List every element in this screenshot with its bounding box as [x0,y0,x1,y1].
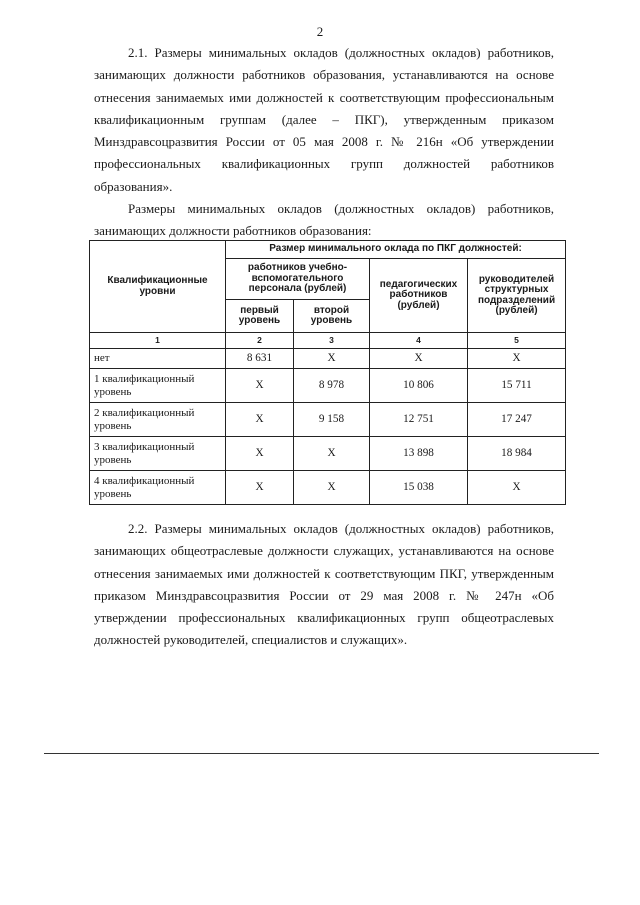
header-teachers: педагогических работников (рублей) [370,259,468,333]
table-row [90,471,566,505]
heads-value: Х [468,349,566,369]
level-cell: 3 квалификационный уровень [90,437,226,471]
header-support-staff: работников учебно-вспомогательного персонала (рублей) [226,259,370,300]
paragraph-2-2 [94,518,554,652]
second-level-value: Х [294,349,370,369]
salary-table [89,240,566,505]
column-number: 1 [90,333,226,349]
page-divider [44,753,599,754]
level-cell: 1 квалификационный уровень [90,369,226,403]
heads-value: 17 247 [468,403,566,437]
second-level-value: Х [294,471,370,505]
paragraph-2-2-text: 2.2. Размеры минимальных окладов (должностных окладов) работников, занимающих общеотраслевые должности служащих, устанавливаются на основе отнесения занимаемых ими должностей к соответствующим ПКГ, утвержденным приказом Минздравсоцразвития России от 29 мая 2008 г. № 247н «Об утверждении профессиональных квалификационных групп общеотраслевых должностей руководителей, специалистов и служащих». [94,521,554,648]
heads-value: 15 711 [468,369,566,403]
header-first-level: первый уровень [226,300,294,333]
first-level-value: 8 631 [226,349,294,369]
teachers-value: 13 898 [370,437,468,471]
first-level-value: Х [226,403,294,437]
column-number: 4 [370,333,468,349]
first-level-value: Х [226,437,294,471]
table-intro-paragraph [94,198,554,243]
table-row [90,437,566,471]
header-qualification-levels: Квалификационные уровни [90,241,226,333]
paragraph-2-1-text: 2.1. Размеры минимальных окладов (должностных окладов) работников, занимающих должности работников образования, устанавливаются на основе отнесения занимаемых ими должностей к соответствующим профессиональным квалификационным группам (далее – ПКГ), утвержденным приказом Минздравсоцразвития России от 05 мая 2008 г. № 216н «Об утверждении профессиональных квалификационных групп должностей работников образования». [94,45,554,194]
level-cell: нет [90,349,226,369]
header-min-salary-group: Размер минимального оклада по ПКГ должностей: [226,241,566,259]
level-cell: 2 квалификационный уровень [90,403,226,437]
table-intro-text: Размеры минимальных окладов (должностных окладов) работников, занимающих должности работников образования: [94,201,554,239]
column-number: 5 [468,333,566,349]
column-number: 3 [294,333,370,349]
page-number: 2 [316,24,324,39]
paragraph-2-1 [94,42,554,198]
header-heads: руководителей структурных подразделений (рублей) [468,259,566,333]
second-level-value: 9 158 [294,403,370,437]
heads-value: 18 984 [468,437,566,471]
teachers-value: 15 038 [370,471,468,505]
header-second-level: второй уровень [294,300,370,333]
second-level-value: Х [294,437,370,471]
table-row [90,369,566,403]
heads-value: Х [468,471,566,505]
level-cell: 4 квалификационный уровень [90,471,226,505]
teachers-value: 10 806 [370,369,468,403]
table-row [90,349,566,369]
first-level-value: Х [226,471,294,505]
column-number: 2 [226,333,294,349]
table-row [90,403,566,437]
first-level-value: Х [226,369,294,403]
teachers-value: Х [370,349,468,369]
teachers-value: 12 751 [370,403,468,437]
second-level-value: 8 978 [294,369,370,403]
